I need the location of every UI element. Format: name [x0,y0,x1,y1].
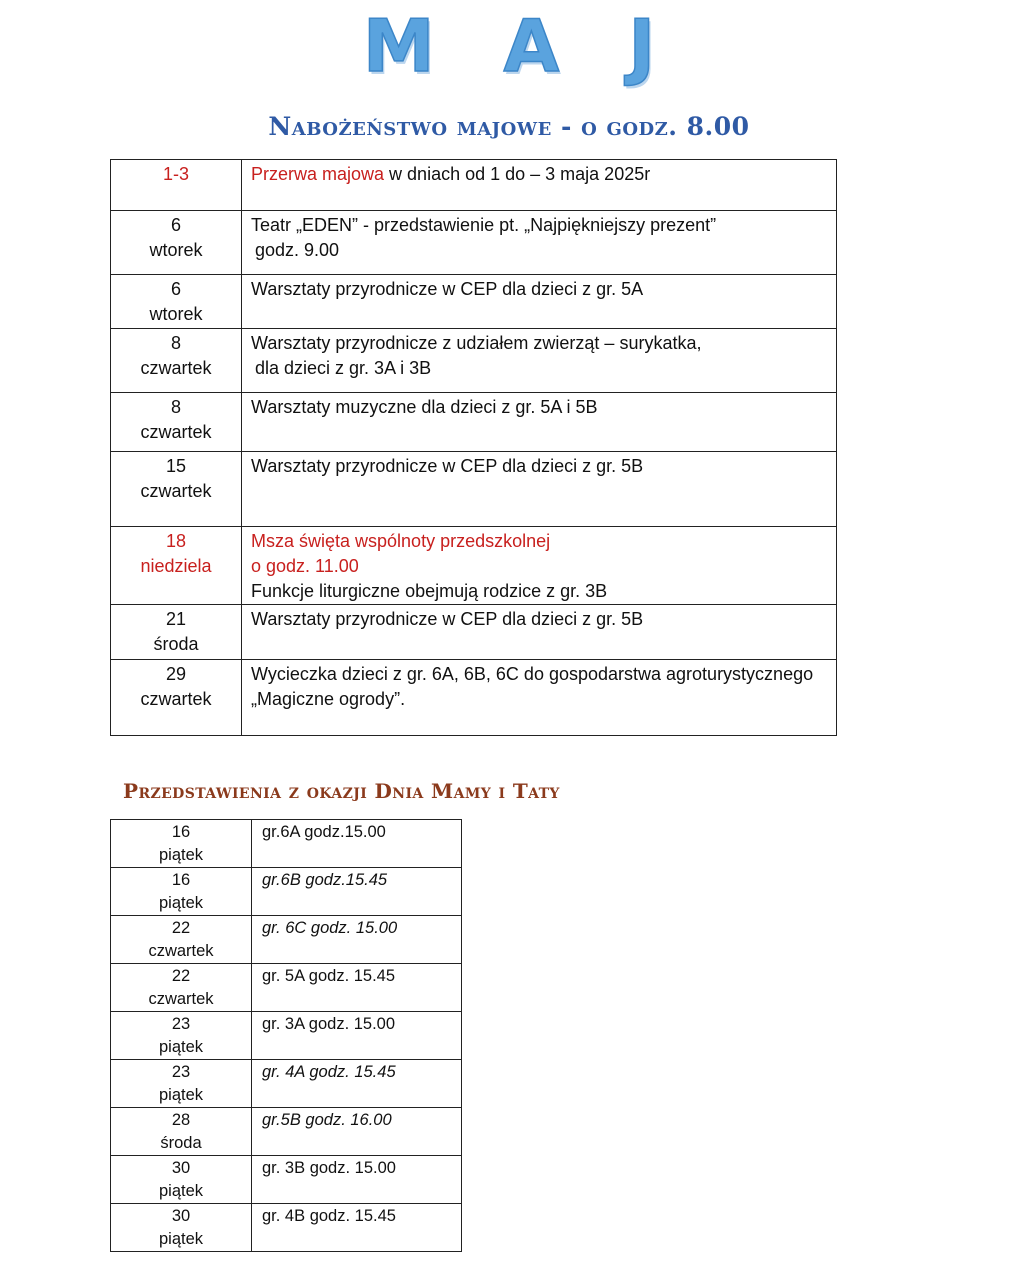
show-group-cell [252,916,462,964]
show-day: piątek [158,1230,204,1248]
show-date: 30 [171,1207,191,1225]
event-text-line2: o godz. 11.00 [251,556,359,576]
show-group: gr. 4B godz. 15.45 [262,1207,396,1225]
show-group: gr.5B godz. 16.00 [262,1111,392,1129]
month-title: M A J [362,4,678,88]
event-date: 21 [165,609,187,629]
event-date: 1-3 [162,164,189,184]
table-row [111,1204,462,1252]
table-row [111,527,837,605]
show-group: gr. 3A godz. 15.00 [262,1015,396,1033]
event-text: Warsztaty przyrodnicze w CEP dla dzieci z gr. 5B [251,609,644,629]
event-date-cell [111,527,242,605]
event-date: 8 [170,333,181,353]
show-date-cell [111,1204,252,1252]
table-row [111,452,837,527]
show-group-cell [252,1012,462,1060]
show-day: piątek [158,894,204,912]
show-date: 30 [171,1159,191,1177]
show-date-cell [111,964,252,1012]
event-description-cell [242,393,837,452]
event-date: 8 [170,397,181,417]
event-day: czwartek [140,481,212,501]
event-description-cell [242,660,837,736]
event-day: wtorek [149,240,203,260]
table-row [111,1108,462,1156]
event-text: Teatr „EDEN” - przedstawienie pt. „Najpiękniejszy prezent” [251,215,717,235]
event-date-cell [111,605,242,660]
event-date-cell [111,329,242,393]
show-group-cell [252,1156,462,1204]
event-date: 29 [165,664,187,684]
performances-heading: Przedstawienia z okazji Dnia Mamy i Taty [123,779,560,803]
event-date-cell [111,452,242,527]
event-text: Warsztaty przyrodnicze w CEP dla dzieci z gr. 5A [251,279,644,299]
show-group: gr. 5A godz. 15.45 [262,967,396,985]
show-date-cell [111,1156,252,1204]
event-date: 18 [165,531,187,551]
event-description-cell [242,329,837,393]
event-description-cell [242,275,837,329]
show-day: środa [160,1134,202,1152]
show-group-cell [252,820,462,868]
event-date: 15 [165,456,187,476]
event-description-cell [242,605,837,660]
event-date-cell [111,393,242,452]
show-date: 16 [171,871,191,889]
event-description-cell [242,160,837,211]
table-row [111,605,837,660]
performances-table [110,819,462,1252]
table-row [111,964,462,1012]
show-group: gr.6A godz.15.00 [262,823,386,841]
show-day: piątek [158,846,204,864]
event-day: niedziela [140,556,212,576]
show-day: czwartek [148,990,214,1008]
table-row [111,211,837,275]
event-date-cell [111,211,242,275]
event-date: 6 [170,215,181,235]
event-text: Warsztaty przyrodnicze w CEP dla dzieci z gr. 5B [251,456,644,476]
show-date: 22 [171,967,191,985]
event-date-cell [111,160,242,211]
event-text-highlight: Msza święta wspólnoty przedszkolnej [251,531,551,551]
table-row [111,393,837,452]
show-date: 23 [171,1063,191,1081]
show-group-cell [252,964,462,1012]
event-description-cell [242,211,837,275]
show-date-cell [111,820,252,868]
table-row [111,160,837,211]
show-date: 22 [171,919,191,937]
table-row [111,916,462,964]
event-text: Warsztaty przyrodnicze z udziałem zwierząt – surykatka, [251,333,702,353]
show-group-cell [252,1060,462,1108]
event-description-cell [242,452,837,527]
show-group-cell [252,1204,462,1252]
table-row [111,820,462,868]
show-date-cell [111,1108,252,1156]
event-text-line2: godz. 9.00 [255,240,340,260]
event-day: czwartek [140,422,212,442]
table-row [111,1012,462,1060]
event-text: Wycieczka dzieci z gr. 6A, 6B, 6C do gospodarstwa agroturystycznego [251,664,814,684]
show-date-cell [111,916,252,964]
event-date-cell [111,660,242,736]
event-text-line2: „Magiczne ogrody”. [251,689,406,709]
show-group: gr.6B godz.15.45 [262,871,388,889]
show-group: gr. 4A godz. 15.45 [262,1063,396,1081]
events-table [110,159,837,736]
show-group: gr. 6C godz. 15.00 [262,919,398,937]
event-text: w dniach od 1 do – 3 maja 2025r [384,164,651,184]
show-day: piątek [158,1086,204,1104]
event-date-cell [111,275,242,329]
event-description-cell [242,527,837,605]
event-text: Warsztaty muzyczne dla dzieci z gr. 5A i 5B [251,397,598,417]
table-row [111,275,837,329]
table-row [111,660,837,736]
event-day: czwartek [140,689,212,709]
show-date-cell [111,868,252,916]
event-text-line2: dla dzieci z gr. 3A i 3B [255,358,432,378]
table-row [111,1060,462,1108]
show-date-cell [111,1060,252,1108]
event-day: czwartek [140,358,212,378]
show-date: 16 [171,823,191,841]
event-day: środa [153,634,199,654]
show-day: piątek [158,1038,204,1056]
show-group: gr. 3B godz. 15.00 [262,1159,396,1177]
may-service-heading: Nabożeństwo majowe - o godz. 8.00 [268,112,750,141]
show-group-cell [252,1108,462,1156]
show-date: 23 [171,1015,191,1033]
event-text-line3: Funkcje liturgiczne obejmują rodzice z gr. 3B [251,581,608,601]
show-day: czwartek [148,942,214,960]
show-date: 28 [171,1111,191,1129]
event-date: 6 [170,279,181,299]
table-row [111,329,837,393]
show-date-cell [111,1012,252,1060]
show-group-cell [252,868,462,916]
table-row [111,868,462,916]
event-text-highlight: Przerwa majowa [251,164,385,184]
show-day: piątek [158,1182,204,1200]
table-row [111,1156,462,1204]
event-day: wtorek [149,304,203,324]
